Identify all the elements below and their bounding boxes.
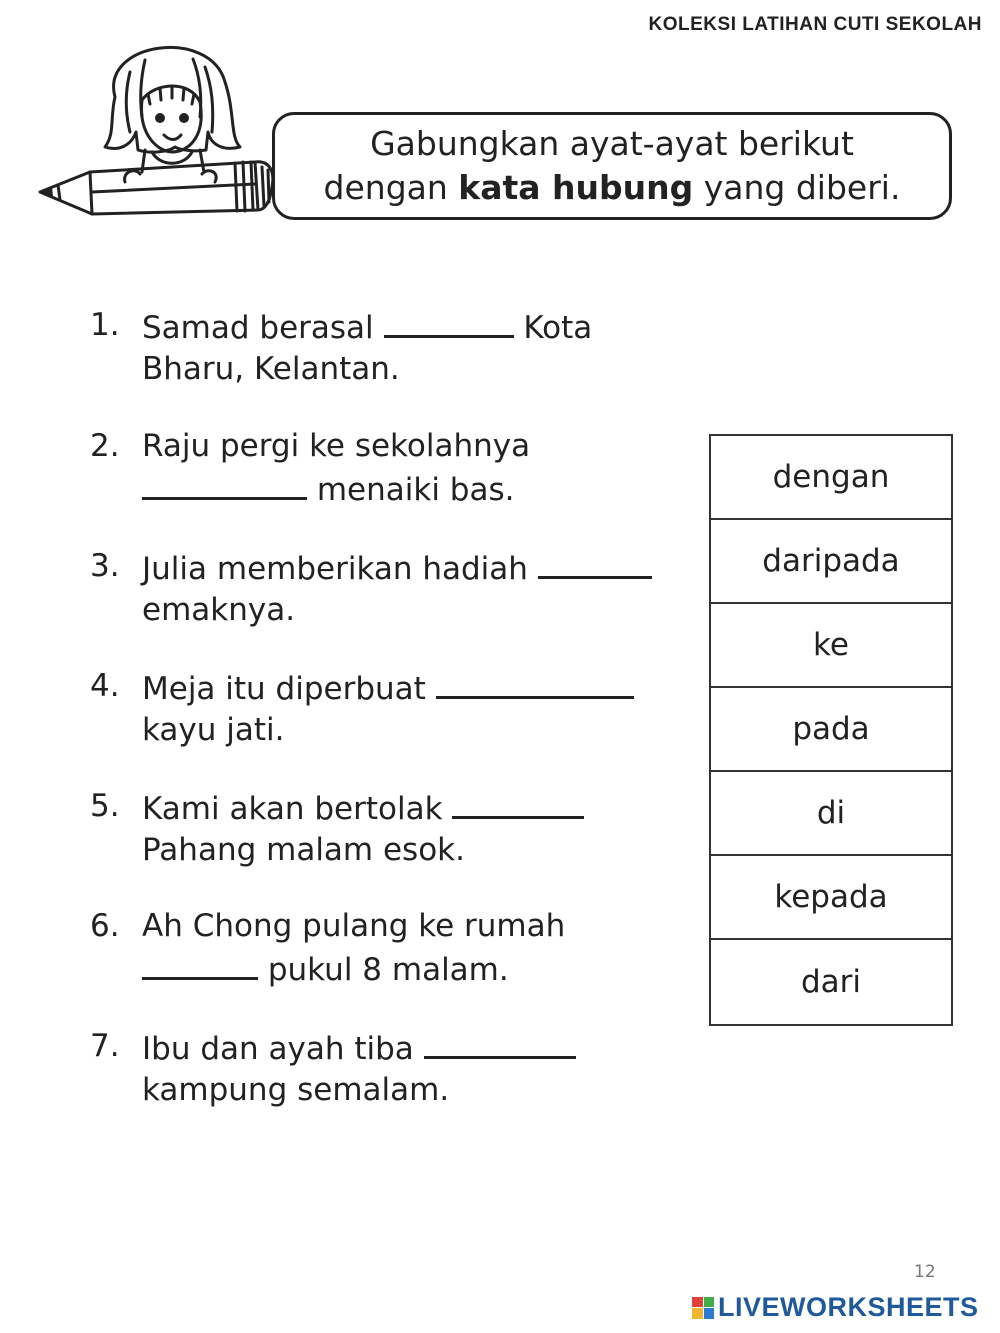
answer-blank-6[interactable] [142,947,258,980]
word-bank-item[interactable]: pada [711,688,951,772]
answer-blank-4[interactable] [436,666,634,699]
instruction-box [272,112,952,220]
question-number: 4. [90,668,120,704]
question-number: 7. [90,1028,120,1064]
answer-blank-7[interactable] [424,1026,576,1059]
word-bank-item[interactable]: kepada [711,856,951,940]
instruction-line-1: Gabungkan ayat-ayat berikut [370,124,854,163]
word-bank-item[interactable]: di [711,772,951,856]
instruction-line-2: dengan kata hubung yang diberi. [323,168,901,207]
liveworksheets-logo-icon [692,1297,714,1319]
question-number: 6. [90,908,120,944]
liveworksheets-brand [692,1292,979,1323]
worksheet-series-title: KOLEKSI LATIHAN CUTI SEKOLAH [648,14,982,35]
instruction-keyword: kata hubung [458,168,694,207]
brand-name: LIVEWORKSHEETS [718,1292,979,1322]
answer-blank-2[interactable] [142,467,307,500]
word-bank-item[interactable]: ke [711,604,951,688]
question-number: 2. [90,428,120,464]
answer-blank-3[interactable] [538,546,652,579]
word-bank-item[interactable]: daripada [711,520,951,604]
answer-blank-1[interactable] [384,305,514,338]
word-bank-item[interactable]: dari [800,964,862,1000]
question-number: 3. [90,548,120,584]
question-number: 1. [90,307,120,343]
page-number: 12 [914,1262,936,1282]
question-number: 5. [90,788,120,824]
word-bank-table [709,434,953,1026]
girl-with-pencil-illustration [30,22,290,222]
answer-blank-5[interactable] [452,786,584,819]
word-bank-item[interactable]: dengan [711,436,951,520]
